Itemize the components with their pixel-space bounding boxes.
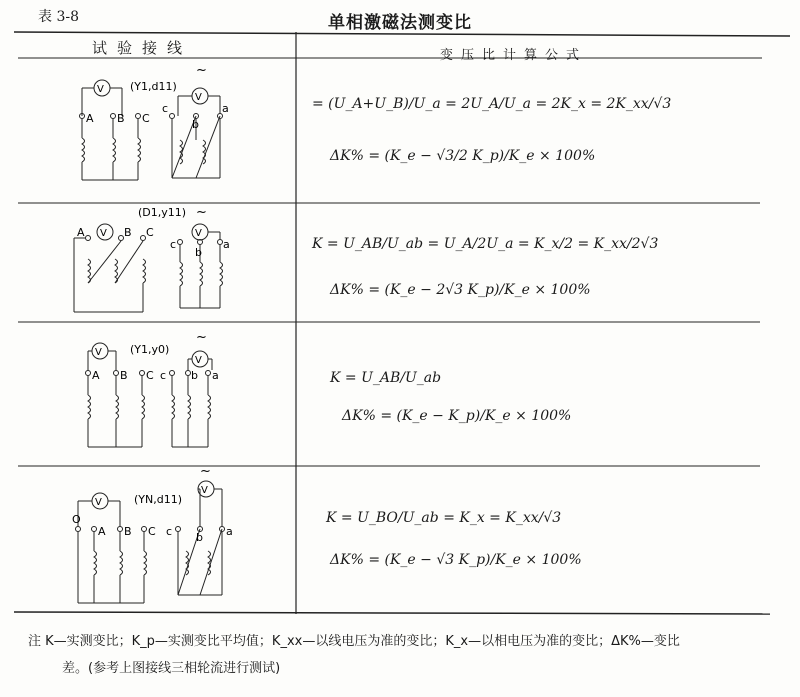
svg-text:a: a <box>212 369 219 382</box>
svg-text:~: ~ <box>196 330 207 345</box>
svg-text:b: b <box>196 531 203 544</box>
footnote-line-1: 注 K—实测变比；K_p—实测变比平均值；K_xx—以线电压为准的变比；K_x—以相电压为准的变比；ΔK%—变比 <box>28 634 680 649</box>
header-connection: 试验接线 <box>92 39 193 57</box>
svg-text:B: B <box>124 525 132 538</box>
svg-text:V: V <box>95 497 102 508</box>
svg-text:A: A <box>92 369 100 382</box>
formula-ratio-2: K = U_AB/U_ab = U_A/2U_a = K_x/2 = K_xx/2√3 <box>312 236 659 252</box>
svg-text:V: V <box>201 485 208 496</box>
wiring-diagram-d1-y11 <box>60 204 295 322</box>
footnote <box>28 628 768 682</box>
formula-error-3: ΔK% = (K_e − K_p)/K_e × 100% <box>342 408 572 424</box>
table-label: 表 3-8 <box>38 9 79 25</box>
svg-text:b: b <box>195 246 202 259</box>
svg-text:V: V <box>100 228 107 239</box>
formula-error-1: ΔK% = (K_e − √3/2 K_p)/K_e × 100% <box>330 148 596 164</box>
svg-text:b: b <box>192 118 199 131</box>
svg-text:V: V <box>95 347 102 358</box>
svg-text:A: A <box>86 112 94 125</box>
page-title: 单相激磁法测变比 <box>328 13 472 33</box>
svg-text:C: C <box>148 525 156 538</box>
svg-text:~: ~ <box>196 63 207 78</box>
svg-text:~: ~ <box>196 205 207 220</box>
svg-text:O: O <box>72 513 81 526</box>
wiring-diagram-y1-y0 <box>60 323 295 465</box>
formula-error-4: ΔK% = (K_e − √3 K_p)/K_e × 100% <box>330 552 582 568</box>
svg-text:C: C <box>146 369 154 382</box>
svg-text:V: V <box>195 92 202 103</box>
svg-text:A: A <box>77 226 85 239</box>
svg-text:C: C <box>142 112 150 125</box>
formula-ratio-4: K = U_BO/U_ab = K_x = K_xx/√3 <box>326 510 562 526</box>
formula-error-2: ΔK% = (K_e − 2√3 K_p)/K_e × 100% <box>330 282 591 298</box>
svg-text:a: a <box>226 525 233 538</box>
footnote-line-2: 差。(参考上图接线三相轮流进行测试) <box>62 661 281 676</box>
svg-text:b: b <box>191 369 198 382</box>
header-formula: 变压比计算公式 <box>440 48 588 63</box>
svg-text:C: C <box>146 226 154 239</box>
connection-label-3: (Y1,y0) <box>130 343 170 356</box>
svg-text:a: a <box>223 238 230 251</box>
svg-text:V: V <box>195 355 202 366</box>
wiring-diagram-yn-d11 <box>60 467 295 611</box>
connection-label-4: (YN,d11) <box>134 493 183 506</box>
connection-label-2: (D1,y11) <box>138 206 187 219</box>
svg-text:V: V <box>97 84 104 95</box>
svg-text:~: ~ <box>200 467 211 479</box>
formula-ratio-3: K = U_AB/U_ab <box>330 370 442 386</box>
svg-text:B: B <box>120 369 128 382</box>
svg-text:B: B <box>117 112 125 125</box>
wiring-diagram-y1-d11 <box>60 60 295 202</box>
svg-text:A: A <box>98 525 106 538</box>
svg-text:c: c <box>162 102 169 115</box>
svg-text:c: c <box>166 525 173 538</box>
svg-text:V: V <box>195 228 202 239</box>
svg-text:a: a <box>222 102 229 115</box>
svg-text:c: c <box>170 238 177 251</box>
svg-text:B: B <box>124 226 132 239</box>
svg-text:c: c <box>160 369 167 382</box>
formula-ratio-1: = (U_A+U_B)/U_a = 2U_A/U_a = 2K_x = 2K_xx/√3 <box>312 96 672 112</box>
connection-label-1: (Y1,d11) <box>130 80 177 93</box>
